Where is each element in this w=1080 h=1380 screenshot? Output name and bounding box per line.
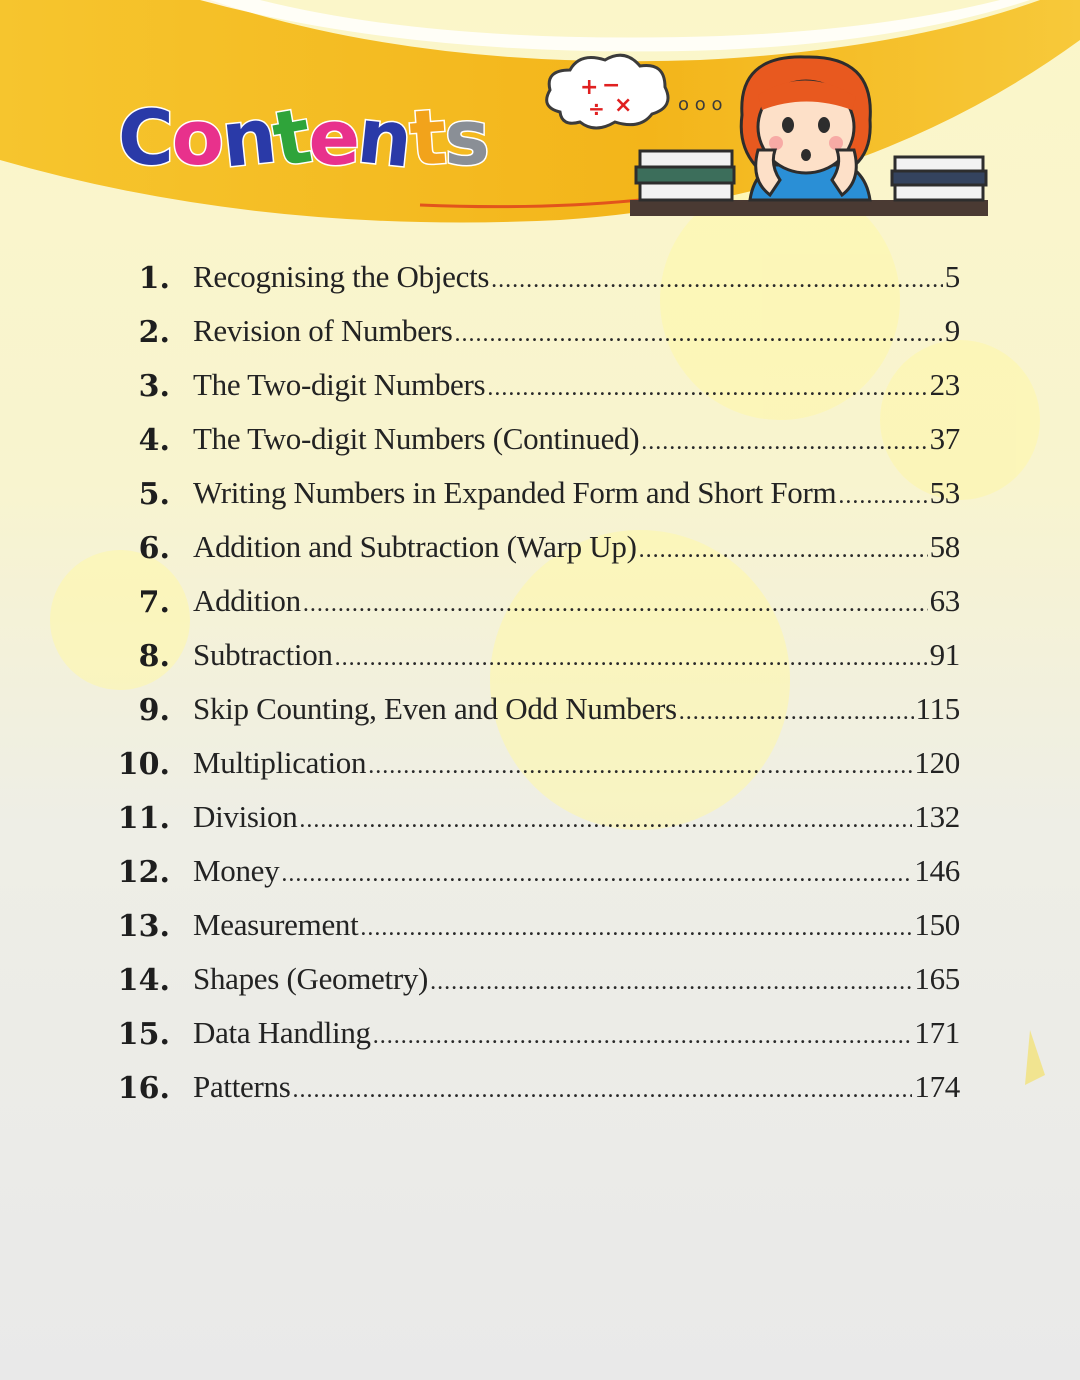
- toc-entry[interactable]: [0, 1065, 1080, 1119]
- toc-entry[interactable]: [0, 417, 1080, 471]
- toc-entry[interactable]: [0, 849, 1080, 903]
- dot-leader: [641, 429, 927, 456]
- chapter-number: 1.: [138, 261, 170, 296]
- toc-entry[interactable]: [0, 741, 1080, 795]
- dot-leader: [368, 753, 912, 780]
- title-letter: o: [171, 93, 222, 182]
- chapter-title: Division: [193, 799, 298, 834]
- dot-leader: [679, 699, 914, 726]
- dot-leader: [360, 915, 912, 942]
- chapter-number: 15.: [117, 1017, 170, 1052]
- book-stack-icon: [892, 157, 986, 200]
- page-number: 150: [914, 907, 960, 942]
- title-letter: e: [308, 93, 358, 182]
- chapter-title: Measurement: [193, 907, 359, 942]
- title-letter: C: [118, 93, 172, 182]
- title-letter: s: [444, 93, 488, 182]
- girl-illustration-icon: [630, 55, 990, 220]
- chapter-title: Subtraction: [193, 637, 333, 672]
- page-number: 58: [929, 529, 960, 564]
- chapter-number: 7.: [138, 585, 170, 620]
- chapter-title: Recognising the Objects: [193, 259, 490, 294]
- dot-leader: [838, 483, 927, 510]
- chapter-number: 5.: [138, 477, 170, 512]
- chapter-number: 8.: [138, 639, 170, 674]
- page-number: 5: [944, 259, 960, 294]
- dot-leader: [491, 267, 943, 294]
- chapter-number: 3.: [138, 369, 170, 404]
- chapter-number: 14.: [117, 963, 170, 998]
- dot-leader: [299, 807, 912, 834]
- toc-entry[interactable]: [0, 795, 1080, 849]
- small-bubbles: o o o: [678, 94, 723, 115]
- dot-leader: [639, 537, 928, 564]
- page-number: 120: [914, 745, 960, 780]
- page-title: [118, 90, 488, 185]
- dot-leader: [455, 321, 943, 348]
- dot-leader: [487, 375, 927, 402]
- chapter-number: 10.: [117, 747, 170, 782]
- toc-entry[interactable]: [0, 309, 1080, 363]
- chapter-title: Multiplication: [193, 745, 367, 780]
- chapter-number: 12.: [117, 855, 170, 890]
- dot-leader: [335, 645, 928, 672]
- page-number: 63: [929, 583, 960, 618]
- chapter-number: 11.: [117, 801, 170, 836]
- minus-symbol: −: [602, 73, 621, 98]
- chapter-number: 16.: [117, 1071, 170, 1106]
- chapter-title: Addition: [193, 583, 301, 618]
- page-number: 37: [929, 421, 960, 456]
- title-letter: t: [407, 91, 448, 184]
- times-symbol: ×: [614, 93, 633, 118]
- chapter-title: The Two-digit Numbers: [193, 367, 486, 402]
- toc-entry[interactable]: [0, 957, 1080, 1011]
- toc-entry[interactable]: [0, 579, 1080, 633]
- page-number: 115: [915, 691, 960, 726]
- chapter-number: 13.: [117, 909, 170, 944]
- divide-symbol: ÷: [588, 97, 605, 121]
- toc-entry[interactable]: [0, 525, 1080, 579]
- page-number: 9: [944, 313, 960, 348]
- toc-entry[interactable]: [0, 255, 1080, 309]
- page-number: 171: [914, 1015, 960, 1050]
- chapter-title: The Two-digit Numbers (Continued): [193, 421, 640, 456]
- toc-entry[interactable]: [0, 471, 1080, 525]
- chapter-title: Writing Numbers in Expanded Form and Short Form: [193, 475, 837, 510]
- page-number: 165: [914, 961, 960, 996]
- page-number: 146: [914, 853, 960, 888]
- page-number: 91: [929, 637, 960, 672]
- dot-leader: [430, 969, 912, 996]
- toc-entry[interactable]: [0, 363, 1080, 417]
- chapter-title: Addition and Subtraction (Warp Up): [193, 529, 637, 564]
- chapter-number: 2.: [138, 315, 170, 350]
- dot-leader: [303, 591, 928, 618]
- dot-leader: [281, 861, 912, 888]
- chapter-title: Data Handling: [193, 1015, 371, 1050]
- chapter-title: Patterns: [193, 1069, 291, 1104]
- title-letter: t: [266, 90, 316, 185]
- toc-entry[interactable]: [0, 1011, 1080, 1065]
- page-number: 132: [914, 799, 960, 834]
- title-letter: n: [353, 90, 415, 185]
- toc-entry[interactable]: [0, 687, 1080, 741]
- toc-entry[interactable]: [0, 903, 1080, 957]
- page-number: 174: [914, 1069, 960, 1104]
- dot-leader: [373, 1023, 913, 1050]
- chapter-number: 9.: [138, 693, 170, 728]
- chapter-number: 6.: [138, 531, 170, 566]
- chapter-number: 4.: [138, 423, 170, 458]
- plus-symbol: +: [580, 75, 599, 100]
- chapter-title: Money: [193, 853, 280, 888]
- toc-entry[interactable]: [0, 633, 1080, 687]
- book-stack-icon: [636, 151, 734, 200]
- page-number: 23: [929, 367, 960, 402]
- chapter-title: Revision of Numbers: [193, 313, 453, 348]
- dot-leader: [292, 1077, 912, 1104]
- chapter-title: Skip Counting, Even and Odd Numbers: [193, 691, 677, 726]
- chapter-title: Shapes (Geometry): [193, 961, 429, 996]
- title-letter: n: [217, 90, 279, 185]
- page-number: 53: [929, 475, 960, 510]
